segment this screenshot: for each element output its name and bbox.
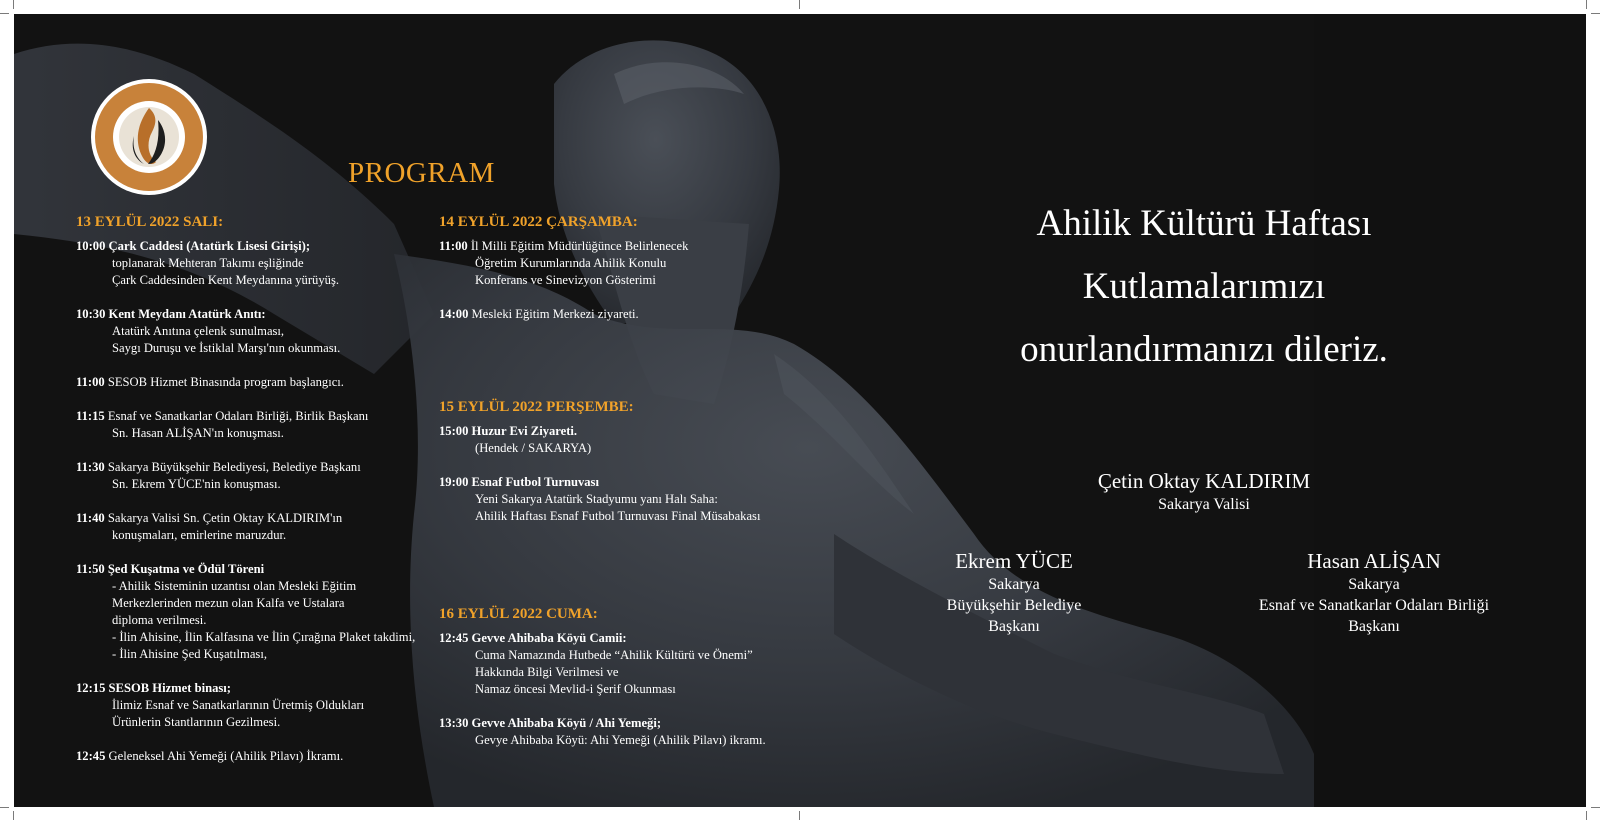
item-line: Sn. Hasan ALİŞAN'ın konuşması.	[112, 426, 284, 440]
program-item	[439, 630, 819, 698]
item-heading: SESOB Hizmet binası;	[108, 681, 232, 695]
item-heading: Şed Kuşatma ve Ödül Töreni	[107, 562, 265, 576]
item-heading: Çark Caddesi (Atatürk Lisesi Girişi);	[108, 239, 311, 253]
item-heading: Huzur Evi Ziyareti.	[471, 424, 578, 438]
item-time: 11:50	[76, 562, 105, 576]
crop-mark	[1586, 811, 1587, 820]
item-text: SESOB Hizmet Binasında program başlangıcı.	[107, 375, 344, 389]
item-time: 12:45	[439, 631, 469, 645]
item-line: Namaz öncesi Mevlid-i Şerif Okunması	[475, 682, 676, 696]
day-section-15-eylul	[439, 399, 819, 606]
crop-mark	[0, 13, 9, 14]
item-line: - İlin Ahisine, İlin Kalfasına ve İlin Çırağına Plaket takdimi,	[112, 630, 416, 644]
item-time: 11:30	[76, 460, 105, 474]
ahilik-haftasi-logo	[90, 78, 208, 196]
item-line: Saygı Duruşu ve İstiklal Marşı'nın okunması.	[112, 341, 341, 355]
item-line: Merkezlerinden mezun olan Kalfa ve Ustalara	[112, 596, 345, 610]
program-item	[76, 510, 436, 544]
item-line: (Hendek / SAKARYA)	[475, 441, 592, 455]
item-heading: Gevve Ahibaba Köyü Camii:	[471, 631, 627, 645]
item-time: 19:00	[439, 475, 469, 489]
day-title: 15 EYLÜL 2022 PERŞEMBE:	[439, 399, 634, 415]
item-line: Ahilik Haftası Esnaf Futbol Turnuvası Final Müsabakası	[475, 509, 761, 523]
signatory-governor	[1054, 468, 1354, 515]
day-section-16-eylul	[439, 606, 819, 749]
day-title: 14 EYLÜL 2022 ÇARŞAMBA:	[439, 214, 638, 230]
item-time: 10:00	[76, 239, 106, 253]
signatory-title: Büyükşehir Belediye	[946, 597, 1082, 614]
item-time: 11:00	[76, 375, 105, 389]
program-item	[439, 474, 819, 525]
item-text: Esnaf ve Sanatkarlar Odaları Birliği, Birlik Başkanı	[107, 409, 369, 423]
invitation-text	[954, 192, 1454, 381]
day-section-14-eylul	[439, 214, 819, 399]
item-line: Öğretim Kurumlarında Ahilik Konulu	[475, 256, 667, 270]
day-column-13-eylul	[76, 214, 436, 782]
item-line: konuşmaları, emirlerine maruzdur.	[112, 528, 287, 542]
program-title: PROGRAM	[348, 157, 495, 189]
signatory-title: Başkanı	[988, 618, 1040, 635]
item-time: 10:30	[76, 307, 106, 321]
item-time: 14:00	[439, 307, 469, 321]
day-column-14-16-eylul	[439, 214, 819, 766]
item-time: 15:00	[439, 424, 469, 438]
program-item	[76, 238, 436, 289]
item-line: Çark Caddesinden Kent Meydanına yürüyüş.	[112, 273, 339, 287]
program-item	[439, 306, 819, 323]
item-line: İlimiz Esnaf ve Sanatkarlarının Üretmiş Oldukları	[112, 698, 365, 712]
item-time: 12:15	[76, 681, 106, 695]
item-time: 12:45	[76, 749, 106, 763]
program-item	[76, 748, 436, 765]
item-line: toplanarak Mehteran Takımı eşliğinde	[112, 256, 304, 270]
item-time: 13:30	[439, 716, 469, 730]
program-item	[76, 561, 436, 663]
crop-mark	[1591, 13, 1600, 14]
program-item	[439, 238, 819, 289]
fold-mark	[799, 0, 800, 9]
signatory-name: Hasan ALİŞAN	[1307, 549, 1441, 573]
day-title: 13 EYLÜL 2022 SALI:	[76, 214, 224, 230]
invitation-line: Kutlamalarımızı	[1082, 266, 1326, 307]
program-item	[76, 408, 436, 442]
item-time: 11:00	[439, 239, 468, 253]
crop-mark	[13, 0, 14, 9]
program-item	[76, 680, 436, 731]
brochure-sheet	[14, 14, 1586, 807]
item-heading: Esnaf Futbol Turnuvası	[471, 475, 599, 489]
item-line: Sn. Ekrem YÜCE'nin konuşması.	[112, 477, 281, 491]
item-line: - İlin Ahisine Şed Kuşatılması,	[112, 647, 267, 661]
crop-mark	[1591, 807, 1600, 808]
item-line: Yeni Sakarya Atatürk Stadyumu yanı Halı Saha:	[475, 492, 718, 506]
item-text: Geleneksel Ahi Yemeği (Ahilik Pilavı) İkramı.	[108, 749, 344, 763]
item-line: Atatürk Anıtına çelenk sunulması,	[112, 324, 285, 338]
signatory-name: Çetin Oktay KALDIRIM	[1097, 469, 1311, 493]
day-title: 16 EYLÜL 2022 CUMA:	[439, 606, 598, 622]
item-time: 11:40	[76, 511, 105, 525]
item-line: Hakkında Bilgi Verilmesi ve	[475, 665, 619, 679]
item-time: 11:15	[76, 409, 105, 423]
invitation-line: Ahilik Kültürü Haftası	[1036, 203, 1372, 244]
crop-mark	[1586, 0, 1587, 9]
program-item	[76, 459, 436, 493]
fold-mark	[799, 811, 800, 820]
item-line: diploma verilmesi.	[112, 613, 207, 627]
item-line: Konferans ve Sinevizyon Gösterimi	[475, 273, 656, 287]
program-item	[76, 306, 436, 357]
item-heading: Kent Meydanı Atatürk Anıtı:	[108, 307, 266, 321]
program-item	[76, 374, 436, 391]
signatory-mayor	[884, 548, 1144, 637]
item-text: Sakarya Valisi Sn. Çetin Oktay KALDIRIM'ın	[107, 511, 343, 525]
signatory-title: Sakarya	[1348, 576, 1400, 593]
signatory-title: Sakarya	[988, 576, 1040, 593]
item-text: Sakarya Büyükşehir Belediyesi, Belediye Başkanı	[107, 460, 361, 474]
program-item	[439, 423, 819, 457]
crop-mark	[13, 811, 14, 820]
signatory-title: Esnaf ve Sanatkarlar Odaları Birliği	[1258, 597, 1490, 614]
signatory-title: Başkanı	[1348, 618, 1400, 635]
item-text: İl Milli Eğitim Müdürlüğünce Belirlenecek	[470, 239, 689, 253]
signatory-title: Sakarya Valisi	[1158, 496, 1250, 513]
crop-mark	[0, 807, 9, 808]
signatory-name: Ekrem YÜCE	[955, 549, 1073, 573]
item-heading: Gevve Ahibaba Köyü / Ahi Yemeği;	[471, 716, 662, 730]
item-line: Ürünlerin Stantlarının Gezilmesi.	[112, 715, 281, 729]
signatory-union-president	[1224, 548, 1524, 637]
item-line: Gevye Ahibaba Köyü: Ahi Yemeği (Ahilik Pilavı) ikramı.	[475, 733, 766, 747]
item-text: Mesleki Eğitim Merkezi ziyareti.	[471, 307, 639, 321]
item-line: Cuma Namazında Hutbede “Ahilik Kültürü ve Önemi”	[475, 648, 753, 662]
invitation-line: onurlandırmanızı dileriz.	[1020, 329, 1388, 370]
item-line: - Ahilik Sisteminin uzantısı olan Mesleki Eğitim	[112, 579, 357, 593]
program-item	[439, 715, 819, 749]
